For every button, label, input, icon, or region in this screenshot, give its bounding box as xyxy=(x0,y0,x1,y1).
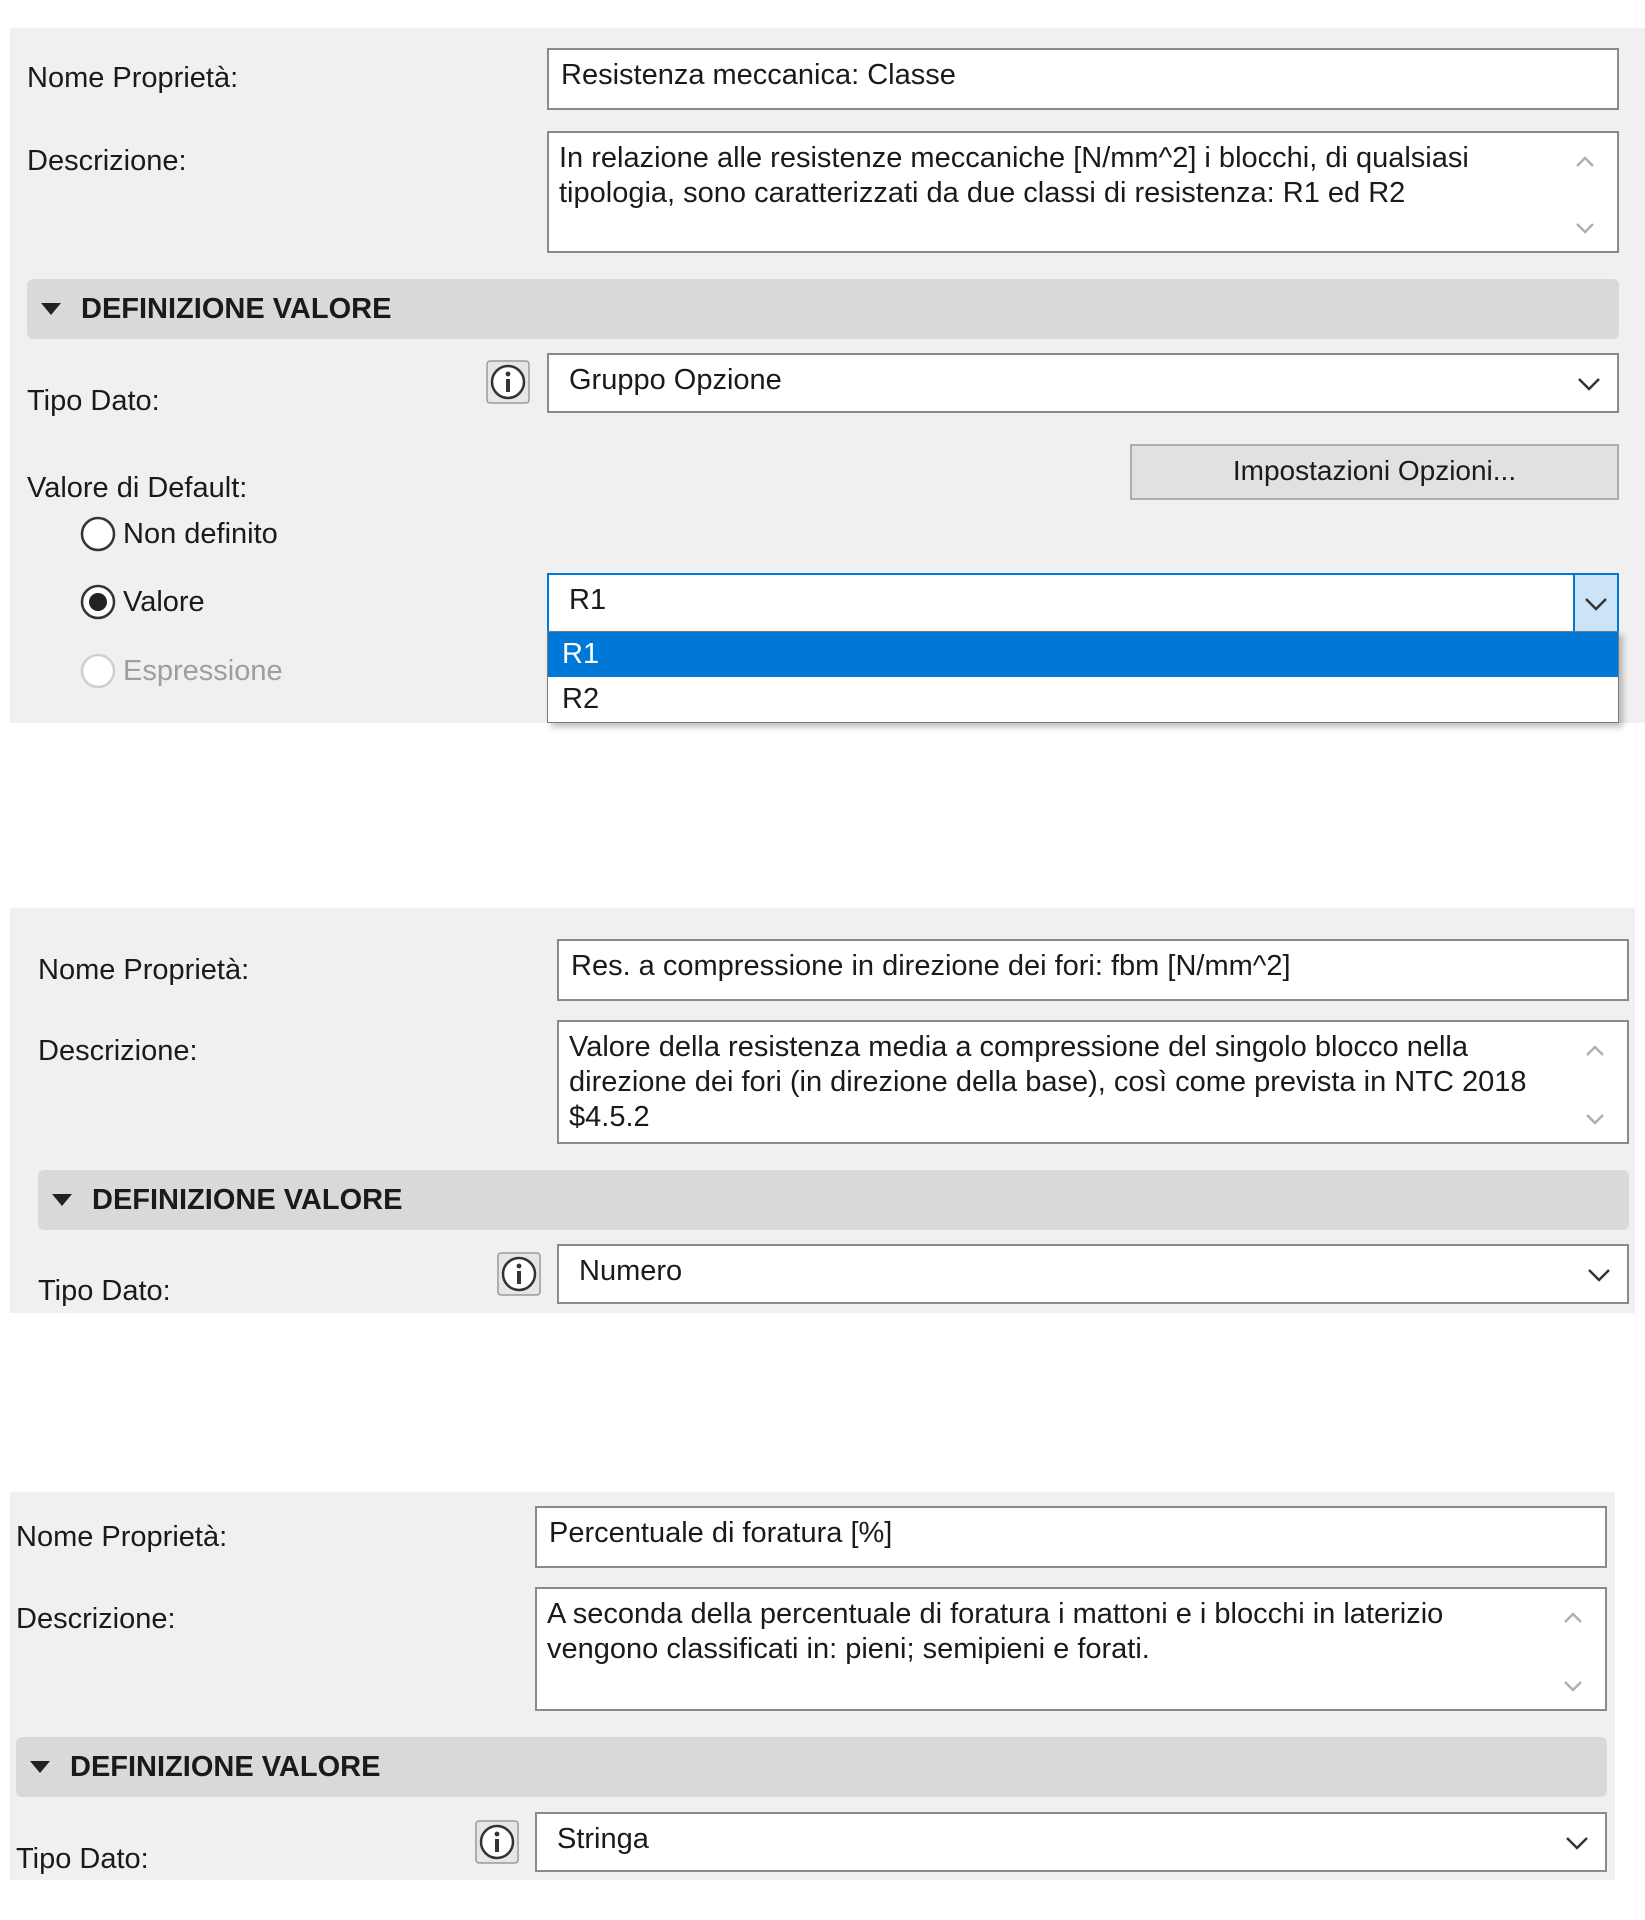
description-text: In relazione alle resistenze meccaniche [N/mm^2] i blocchi, di qualsiasi tipologia, sono caratterizzati da due classi di resistenza: R1 ed R2 xyxy=(559,142,1469,209)
dropdown-option-r2[interactable]: R2 xyxy=(562,683,600,715)
data-type-label: Tipo Dato: xyxy=(27,385,160,417)
description-textarea[interactable] xyxy=(557,1020,1629,1144)
default-value-label: Valore di Default: xyxy=(27,472,248,504)
name-label: Nome Proprietà: xyxy=(27,62,239,94)
data-type-label: Tipo Dato: xyxy=(38,1275,171,1307)
info-icon[interactable] xyxy=(497,1252,541,1296)
property-panel-2 xyxy=(10,908,1635,1313)
scroll-down-icon[interactable] xyxy=(1559,1677,1587,1697)
property-panel-3 xyxy=(10,1492,1615,1880)
name-label: Nome Proprietà: xyxy=(16,1521,228,1553)
data-type-value: Gruppo Opzione xyxy=(569,364,782,396)
section-title: DEFINIZIONE VALORE xyxy=(92,1184,403,1216)
collapse-triangle-icon xyxy=(41,303,61,315)
section-header[interactable] xyxy=(38,1170,1629,1230)
radio-expression-label: Espressione xyxy=(123,655,283,687)
chevron-down-icon xyxy=(1585,1260,1613,1288)
name-input[interactable]: Res. a compressione in direzione dei fori: fbm [N/mm^2] xyxy=(557,939,1629,1001)
data-type-select[interactable] xyxy=(535,1812,1607,1872)
description-textarea[interactable] xyxy=(547,131,1619,253)
scroll-up-icon[interactable] xyxy=(1559,1607,1587,1627)
section-title: DEFINIZIONE VALORE xyxy=(70,1751,381,1783)
scroll-down-icon[interactable] xyxy=(1581,1110,1609,1130)
section-header[interactable] xyxy=(16,1737,1607,1797)
chevron-down-icon xyxy=(1575,369,1603,397)
radio-undefined-label: Non definito xyxy=(123,518,278,550)
name-input[interactable]: Percentuale di foratura [%] xyxy=(535,1506,1607,1568)
radio-undefined[interactable] xyxy=(80,516,116,552)
value-select[interactable] xyxy=(547,573,1619,633)
radio-value-label: Valore xyxy=(123,586,205,618)
section-header[interactable] xyxy=(27,279,1619,339)
description-text: Valore della resistenza media a compressione del singolo blocco nella direzione dei fori (in direzione della base), così come prevista in NTC 2018 $4.5.2 xyxy=(569,1031,1527,1133)
description-label: Descrizione: xyxy=(27,145,187,177)
data-type-label: Tipo Dato: xyxy=(16,1843,149,1875)
scroll-up-icon[interactable] xyxy=(1581,1040,1609,1060)
description-label: Descrizione: xyxy=(16,1603,176,1635)
radio-value[interactable] xyxy=(80,584,116,620)
value-select-text: R1 xyxy=(569,584,607,616)
chevron-down-icon xyxy=(1563,1828,1591,1856)
description-text: A seconda della percentuale di foratura i mattoni e i blocchi in laterizio vengono classificati in: pieni; semipieni e forati. xyxy=(547,1598,1444,1665)
info-icon[interactable] xyxy=(486,360,530,404)
data-type-value: Stringa xyxy=(557,1823,649,1855)
radio-expression[interactable] xyxy=(80,653,116,689)
section-title: DEFINIZIONE VALORE xyxy=(81,293,392,325)
scroll-down-icon[interactable] xyxy=(1571,219,1599,239)
dropdown-option-r1[interactable]: R1 xyxy=(548,632,1618,677)
collapse-triangle-icon xyxy=(52,1194,72,1206)
chevron-down-icon xyxy=(1582,589,1610,617)
data-type-select[interactable] xyxy=(547,353,1619,413)
dropdown-toggle[interactable] xyxy=(1573,575,1617,631)
value-dropdown-list xyxy=(547,631,1619,723)
name-input[interactable]: Resistenza meccanica: Classe xyxy=(547,48,1619,110)
description-textarea[interactable] xyxy=(535,1587,1607,1711)
name-label: Nome Proprietà: xyxy=(38,954,250,986)
options-settings-button[interactable]: Impostazioni Opzioni... xyxy=(1130,444,1619,500)
collapse-triangle-icon xyxy=(30,1761,50,1773)
description-label: Descrizione: xyxy=(38,1035,198,1067)
info-icon[interactable] xyxy=(475,1820,519,1864)
scroll-up-icon[interactable] xyxy=(1571,151,1599,171)
property-panel-1 xyxy=(10,28,1645,723)
data-type-value: Numero xyxy=(579,1255,683,1287)
data-type-select[interactable] xyxy=(557,1244,1629,1304)
